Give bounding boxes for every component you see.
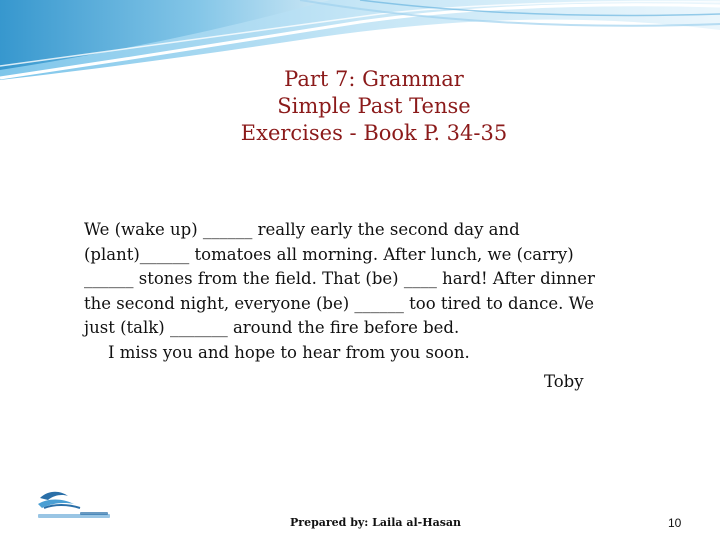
page-number: 10 <box>668 516 682 530</box>
university-logo <box>34 488 114 524</box>
slide-title <box>0 66 720 147</box>
exercise-line-4: the second night, everyone (be) ______ too tired to dance. We <box>84 293 594 313</box>
title-line-2: Simple Past Tense <box>277 94 471 118</box>
title-line-1: Part 7: Grammar <box>284 67 464 91</box>
title-line-3: Exercises - Book P. 34-35 <box>240 121 508 145</box>
exercise-line-3: ______ stones from the field. That (be) ____ hard! After dinner <box>84 269 595 288</box>
exercise-line-5: just (talk) _______ around the fire before bed. <box>84 318 460 337</box>
exercise-line-2: (plant)______ tomatoes all morning. After lunch, we (carry) <box>84 244 574 264</box>
exercise-line-1: We (wake up) ______ really early the second day and <box>84 220 520 239</box>
footer-credit: Prepared by: Laila al-Hasan <box>290 516 462 529</box>
signature: Toby <box>544 372 584 391</box>
exercise-paragraph <box>84 218 644 341</box>
closing-line: I miss you and hope to hear from you soon. <box>108 343 470 362</box>
